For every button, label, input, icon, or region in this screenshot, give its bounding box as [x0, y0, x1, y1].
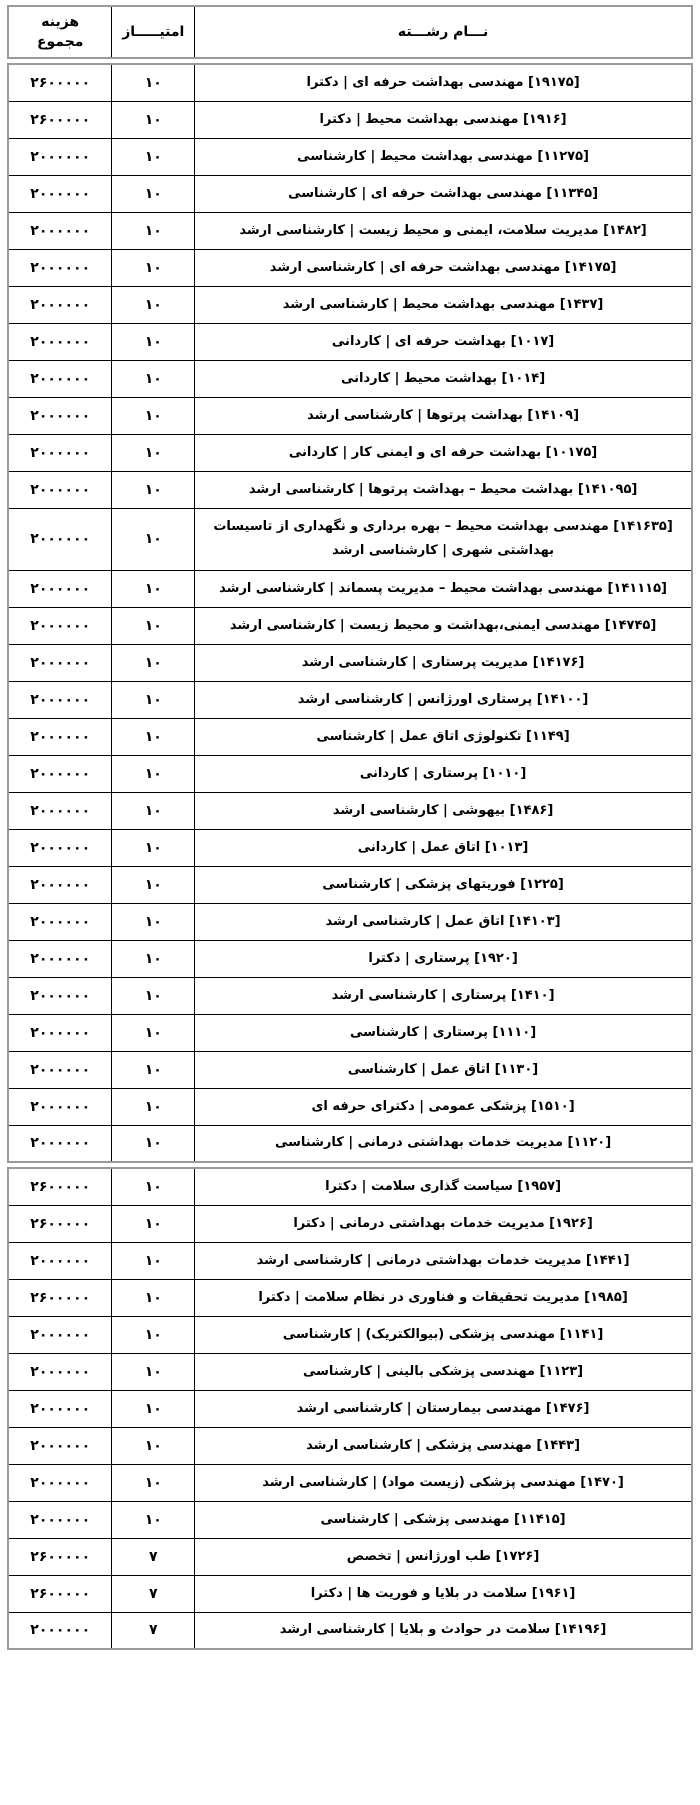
- score-cell: ۱۰: [112, 1168, 195, 1205]
- cost-cell: ۲۰۰۰۰۰۰: [8, 1427, 112, 1464]
- table-header: [7, 5, 693, 59]
- header-row: [8, 6, 692, 58]
- score-cell: ۱۰: [112, 681, 195, 718]
- score-cell: ۱۰: [112, 1051, 195, 1088]
- table-row: [8, 1538, 692, 1575]
- table-row: [8, 175, 692, 212]
- header-score-label: امتیـــــاز: [122, 24, 185, 40]
- header-field-name-label: نـــام رشـــته: [397, 24, 489, 40]
- table-body-section-1: [7, 63, 693, 1163]
- header-total-cost-label-line2: مجموع: [36, 34, 84, 50]
- field-name-cell: [۱۱۱۰] پرستاری | کارشناسی: [195, 1014, 692, 1051]
- cost-cell: ۲۰۰۰۰۰۰: [8, 792, 112, 829]
- cost-cell: ۲۰۰۰۰۰۰: [8, 1051, 112, 1088]
- cost-cell: ۲۰۰۰۰۰۰: [8, 1316, 112, 1353]
- score-cell: ۱۰: [112, 1316, 195, 1353]
- cost-cell: ۲۰۰۰۰۰۰: [8, 718, 112, 755]
- score-cell: ۷: [112, 1538, 195, 1575]
- field-name-cell: [۱۴۱۰۹۵] بهداشت محیط – بهداشت پرتوها | کارشناسی ارشد: [195, 471, 692, 508]
- score-cell: ۱۰: [112, 829, 195, 866]
- score-cell: ۷: [112, 1575, 195, 1612]
- score-cell: ۱۰: [112, 755, 195, 792]
- cost-cell: ۲۰۰۰۰۰۰: [8, 866, 112, 903]
- cost-cell: ۲۰۰۰۰۰۰: [8, 397, 112, 434]
- table-row: [8, 323, 692, 360]
- cost-cell: ۲۰۰۰۰۰۰: [8, 434, 112, 471]
- cost-cell: ۲۰۰۰۰۰۰: [8, 1242, 112, 1279]
- table-row: [8, 755, 692, 792]
- cost-cell: ۲۶۰۰۰۰۰: [8, 64, 112, 101]
- field-name-cell: [۱۰۱۳] اتاق عمل | کاردانی: [195, 829, 692, 866]
- table-row: [8, 1168, 692, 1205]
- table-row: [8, 570, 692, 607]
- score-cell: ۱۰: [112, 1242, 195, 1279]
- table-body-section-2: [7, 1167, 693, 1650]
- table-row: [8, 64, 692, 101]
- field-name-cell: [۱۴۳۷] مهندسی بهداشت محیط | کارشناسی ارشد: [195, 286, 692, 323]
- field-name-cell: [۱۱۳۴۵] مهندسی بهداشت حرفه ای | کارشناسی: [195, 175, 692, 212]
- table-row: [8, 212, 692, 249]
- score-cell: ۱۰: [112, 434, 195, 471]
- table-row: [8, 1125, 692, 1162]
- cost-cell: ۲۰۰۰۰۰۰: [8, 249, 112, 286]
- field-name-cell: [۱۴۸۲] مدیریت سلامت، ایمنی و محیط زیست | کارشناسی ارشد: [195, 212, 692, 249]
- score-cell: ۱۰: [112, 1205, 195, 1242]
- field-name-cell: [۱۹۶۱] سلامت در بلایا و فوریت ها | دکترا: [195, 1575, 692, 1612]
- cost-cell: ۲۰۰۰۰۰۰: [8, 323, 112, 360]
- score-cell: ۱۰: [112, 397, 195, 434]
- field-name-cell: [۱۴۱۷۵] مهندسی بهداشت حرفه ای | کارشناسی ارشد: [195, 249, 692, 286]
- table-row: [8, 1205, 692, 1242]
- table-row: [8, 471, 692, 508]
- field-name-cell: [۱۹۱۶] مهندسی بهداشت محیط | دکترا: [195, 101, 692, 138]
- table-row: [8, 397, 692, 434]
- cost-cell: ۲۰۰۰۰۰۰: [8, 644, 112, 681]
- table-row: [8, 644, 692, 681]
- score-cell: ۱۰: [112, 286, 195, 323]
- field-name-cell: [۱۴۷۴۵] مهندسی ایمنی،بهداشت و محیط زیست | کارشناسی ارشد: [195, 607, 692, 644]
- cost-cell: ۲۰۰۰۰۰۰: [8, 1390, 112, 1427]
- score-cell: ۱۰: [112, 644, 195, 681]
- table-row: [8, 792, 692, 829]
- field-name-cell: [۱۷۲۶] طب اورژانس | تخصص: [195, 1538, 692, 1575]
- header-field-name: [195, 6, 692, 58]
- field-name-cell: [۱۴۷۰] مهندسی پزشکی (زیست مواد) | کارشناسی ارشد: [195, 1464, 692, 1501]
- table-row: [8, 434, 692, 471]
- table-row: [8, 718, 692, 755]
- score-cell: ۱۰: [112, 471, 195, 508]
- field-name-cell: [۱۱۴۹] تکنولوژی اتاق عمل | کارشناسی: [195, 718, 692, 755]
- table-row: [8, 681, 692, 718]
- table-row: [8, 1575, 692, 1612]
- field-name-cell: [۱۴۷۶] مهندسی بیمارستان | کارشناسی ارشد: [195, 1390, 692, 1427]
- table-row: [8, 1390, 692, 1427]
- field-name-cell: [۱۴۸۶] بیهوشی | کارشناسی ارشد: [195, 792, 692, 829]
- cost-cell: ۲۰۰۰۰۰۰: [8, 138, 112, 175]
- score-cell: ۱۰: [112, 1390, 195, 1427]
- table-row: [8, 866, 692, 903]
- score-cell: ۱۰: [112, 1353, 195, 1390]
- table-row: [8, 940, 692, 977]
- score-cell: ۱۰: [112, 570, 195, 607]
- score-cell: ۱۰: [112, 1014, 195, 1051]
- cost-cell: ۲۰۰۰۰۰۰: [8, 175, 112, 212]
- cost-cell: ۲۰۰۰۰۰۰: [8, 286, 112, 323]
- field-name-cell: [۱۴۱۷۶] مدیریت پرستاری | کارشناسی ارشد: [195, 644, 692, 681]
- table-row: [8, 607, 692, 644]
- field-name-cell: [۱۴۱۰۰] پرستاری اورژانس | کارشناسی ارشد: [195, 681, 692, 718]
- cost-cell: ۲۰۰۰۰۰۰: [8, 1612, 112, 1649]
- table-row: [8, 1612, 692, 1649]
- cost-cell: ۲۶۰۰۰۰۰: [8, 1279, 112, 1316]
- cost-cell: ۲۶۰۰۰۰۰: [8, 1575, 112, 1612]
- cost-cell: ۲۰۰۰۰۰۰: [8, 1501, 112, 1538]
- cost-cell: ۲۰۰۰۰۰۰: [8, 940, 112, 977]
- header-score: [112, 6, 195, 58]
- field-name-cell: [۱۱۳۰] اتاق عمل | کارشناسی: [195, 1051, 692, 1088]
- table-row: [8, 1353, 692, 1390]
- field-name-cell: [۱۴۴۳] مهندسی پزشکی | کارشناسی ارشد: [195, 1427, 692, 1464]
- table-row: [8, 1014, 692, 1051]
- table-row: [8, 1279, 692, 1316]
- cost-cell: ۲۰۰۰۰۰۰: [8, 903, 112, 940]
- cost-cell: ۲۰۰۰۰۰۰: [8, 755, 112, 792]
- table-row: [8, 360, 692, 397]
- cost-cell: ۲۶۰۰۰۰۰: [8, 1205, 112, 1242]
- field-name-cell: [۱۹۲۶] مدیریت خدمات بهداشتی درمانی | دکترا: [195, 1205, 692, 1242]
- score-cell: ۱۰: [112, 360, 195, 397]
- score-cell: ۱۰: [112, 64, 195, 101]
- table-row: [8, 1427, 692, 1464]
- field-name-cell: [۱۲۲۵] فوریتهای پزشکی | کارشناسی: [195, 866, 692, 903]
- cost-cell: ۲۰۰۰۰۰۰: [8, 1125, 112, 1162]
- table-row: [8, 1242, 692, 1279]
- score-cell: ۱۰: [112, 718, 195, 755]
- table-row: [8, 138, 692, 175]
- table-row: [8, 1088, 692, 1125]
- table-row: [8, 1464, 692, 1501]
- cost-cell: ۲۰۰۰۰۰۰: [8, 977, 112, 1014]
- cost-cell: ۲۰۰۰۰۰۰: [8, 1464, 112, 1501]
- field-name-cell: [۱۰۱۷۵] بهداشت حرفه ای و ایمنی کار | کاردانی: [195, 434, 692, 471]
- score-cell: ۱۰: [112, 1427, 195, 1464]
- field-name-cell: [۱۴۱۹۶] سلامت در حوادث و بلایا | کارشناسی ارشد: [195, 1612, 692, 1649]
- field-name-cell: [۱۰۱۴] بهداشت محیط | کاردانی: [195, 360, 692, 397]
- cost-cell: ۲۰۰۰۰۰۰: [8, 508, 112, 570]
- table-row: [8, 249, 692, 286]
- table-row: [8, 508, 692, 570]
- cost-cell: ۲۰۰۰۰۰۰: [8, 681, 112, 718]
- field-name-cell: [۱۰۱۷] بهداشت حرفه ای | کاردانی: [195, 323, 692, 360]
- field-name-cell: [۱۹۵۷] سیاست گذاری سلامت | دکترا: [195, 1168, 692, 1205]
- cost-cell: ۲۰۰۰۰۰۰: [8, 1014, 112, 1051]
- cost-cell: ۲۶۰۰۰۰۰: [8, 1168, 112, 1205]
- table-row: [8, 1316, 692, 1353]
- field-name-cell: [۱۰۱۰] پرستاری | کاردانی: [195, 755, 692, 792]
- score-cell: ۱۰: [112, 138, 195, 175]
- field-name-cell: [۱۱۲۷۵] مهندسی بهداشت محیط | کارشناسی: [195, 138, 692, 175]
- score-cell: ۱۰: [112, 977, 195, 1014]
- score-cell: ۱۰: [112, 101, 195, 138]
- field-name-cell: [۱۵۱۰] پزشکی عمومی | دکترای حرفه ای: [195, 1088, 692, 1125]
- cost-cell: ۲۰۰۰۰۰۰: [8, 1088, 112, 1125]
- score-cell: ۱۰: [112, 903, 195, 940]
- cost-cell: ۲۶۰۰۰۰۰: [8, 1538, 112, 1575]
- table-row: [8, 1501, 692, 1538]
- score-cell: ۱۰: [112, 866, 195, 903]
- score-cell: ۱۰: [112, 323, 195, 360]
- score-cell: ۱۰: [112, 508, 195, 570]
- score-cell: ۱۰: [112, 1088, 195, 1125]
- field-name-cell: [۱۴۱۶۳۵] مهندسی بهداشت محیط – بهره برداری و نگهداری از تاسیسات بهداشتی شهری | کارشناسی ارشد: [195, 508, 692, 570]
- score-cell: ۷: [112, 1612, 195, 1649]
- field-name-cell: [۱۹۱۷۵] مهندسی بهداشت حرفه ای | دکترا: [195, 64, 692, 101]
- field-name-cell: [۱۴۱۱۱۵] مهندسی بهداشت محیط – مدیریت پسماند | کارشناسی ارشد: [195, 570, 692, 607]
- score-cell: ۱۰: [112, 249, 195, 286]
- cost-cell: ۲۰۰۰۰۰۰: [8, 1353, 112, 1390]
- score-cell: ۱۰: [112, 607, 195, 644]
- cost-cell: ۲۰۰۰۰۰۰: [8, 607, 112, 644]
- table-row: [8, 286, 692, 323]
- cost-cell: ۲۰۰۰۰۰۰: [8, 570, 112, 607]
- score-cell: ۱۰: [112, 1279, 195, 1316]
- field-name-cell: [۱۴۴۱] مدیریت خدمات بهداشتی درمانی | کارشناسی ارشد: [195, 1242, 692, 1279]
- score-cell: ۱۰: [112, 1464, 195, 1501]
- score-cell: ۱۰: [112, 792, 195, 829]
- cost-cell: ۲۰۰۰۰۰۰: [8, 212, 112, 249]
- field-name-cell: [۱۱۴۱۵] مهندسی پزشکی | کارشناسی: [195, 1501, 692, 1538]
- field-name-cell: [۱۱۲۰] مدیریت خدمات بهداشتی درمانی | کارشناسی: [195, 1125, 692, 1162]
- table-row: [8, 903, 692, 940]
- table-row: [8, 101, 692, 138]
- field-name-cell: [۱۹۲۰] پرستاری | دکترا: [195, 940, 692, 977]
- field-name-cell: [۱۴۱۰۳] اتاق عمل | کارشناسی ارشد: [195, 903, 692, 940]
- cost-cell: ۲۰۰۰۰۰۰: [8, 829, 112, 866]
- field-name-cell: [۱۱۲۳] مهندسی پزشکی بالینی | کارشناسی: [195, 1353, 692, 1390]
- score-cell: ۱۰: [112, 940, 195, 977]
- score-cell: ۱۰: [112, 1501, 195, 1538]
- score-cell: ۱۰: [112, 175, 195, 212]
- field-name-cell: [۱۹۸۵] مدیریت تحقیقات و فناوری در نظام سلامت | دکترا: [195, 1279, 692, 1316]
- table-row: [8, 1051, 692, 1088]
- header-total-cost: [8, 6, 112, 58]
- score-cell: ۱۰: [112, 1125, 195, 1162]
- cost-cell: ۲۶۰۰۰۰۰: [8, 101, 112, 138]
- score-cell: ۱۰: [112, 212, 195, 249]
- field-name-cell: [۱۴۱۰۹] بهداشت پرتوها | کارشناسی ارشد: [195, 397, 692, 434]
- table-row: [8, 829, 692, 866]
- table-row: [8, 977, 692, 1014]
- header-total-cost-label-line1: هزینه: [41, 14, 80, 30]
- field-name-cell: [۱۱۴۱] مهندسی پزشکی (بیوالکتریک) | کارشناسی: [195, 1316, 692, 1353]
- field-name-cell: [۱۴۱۰] پرستاری | کارشناسی ارشد: [195, 977, 692, 1014]
- cost-cell: ۲۰۰۰۰۰۰: [8, 471, 112, 508]
- cost-cell: ۲۰۰۰۰۰۰: [8, 360, 112, 397]
